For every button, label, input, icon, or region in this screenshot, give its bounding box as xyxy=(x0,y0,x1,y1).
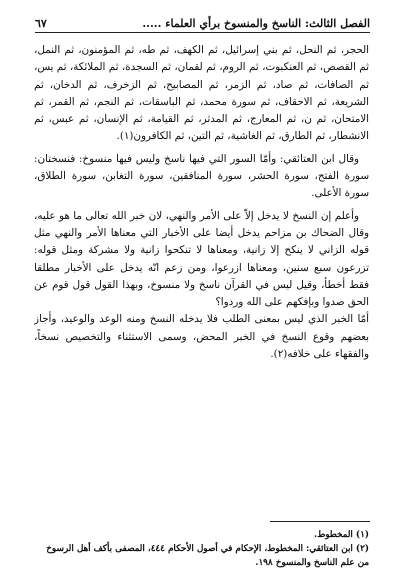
page-number: ٦٧ xyxy=(35,17,47,30)
paragraph-command-prohibition: وأعلم إن النسخ لا يدخل إلاّ على الأمر والنهي، لان خبر الله تعالى ما هو عليه، وقال الضحاك بن مزاحم يدخل أيضا على الأخبار التي معناها الأمر والنهي مثل قوله الزاني لا ينكح إلا زانية، ومعناها لا تنكحوا زانية ولا مشركة ومثل قوله: تزرعون سبع سنين، ومعناها ازرعوا، ومن زعم انّه يدخل على الأخبار مطلقا فقط أخطأ، وقيل ليس في القرآن ناسخ ولا منسوخ، وبهذا القول قول قوم عن الحق صدوا وبإفكهم على الله وردوا؟ xyxy=(34,209,369,309)
footnote-separator xyxy=(270,521,370,522)
running-header xyxy=(35,12,370,33)
footnotes xyxy=(34,528,369,570)
paragraph-pure-news: أمّا الخبر الذي ليس بمعنى الطلب فلا يدخله النسخ ومنه الوعد والوعيد، وأجاز بعضهم وقوع النسخ في الخبر المحض، وسمى الاستثناء والتخصيص نسخاً، والفقهاء على خلافه(٢). xyxy=(34,313,369,361)
footnote-1: (١) المخطوط. xyxy=(314,530,369,540)
footnote-2: (٢) ابن العتائقي: المخطوط، الإحكام في أصول الأحكام ٤٤٤، المصفى بأكف أهل الرسوخ من علم الناسخ والمنسوخ ١٩٨. xyxy=(46,544,369,568)
main-text xyxy=(34,42,369,502)
paragraph-nasikh-surahs: وقال ابن العتائقي: وأمّا السور التي فيها ناسخ وليس فيها منسوخ: فنسختان: سورة الفتح، سورة الحشر، سورة المنافقين، سورة التغابن، سورة الطلاق، سورة الأعلى. xyxy=(34,152,369,200)
chapter-title: الفصل الثالث: الناسخ والمنسوخ برأي العلماء ..... xyxy=(142,17,370,30)
paragraph-surah-list: الحجر، ثم النحل، ثم بني إسرائيل، ثم الكهف، ثم طه، ثم المؤمنون، ثم النمل، ثم القصص، ثم العنكبوت، ثم الروم، ثم لقمان، ثم السجدة، ثم الملائكة، ثم يس، ثم الصافات، ثم صاد، ثم الزمر، ثم المصابيح، ثم الزخرف، ثم الدخان، ثم الشريعة، ثم الاحقاف، ثم سورة محمد، ثم الباسقات، ثم النجم، ثم القمر، ثم الامتحان، ثم ن، ثم المعارج، ثم المدثر، ثم القيامة، ثم الإنسان، ثم عبس، ثم الانشطار، ثم الطارق، ثم الغاشية، ثم التين، ثم الكافرون(١). xyxy=(34,44,369,143)
